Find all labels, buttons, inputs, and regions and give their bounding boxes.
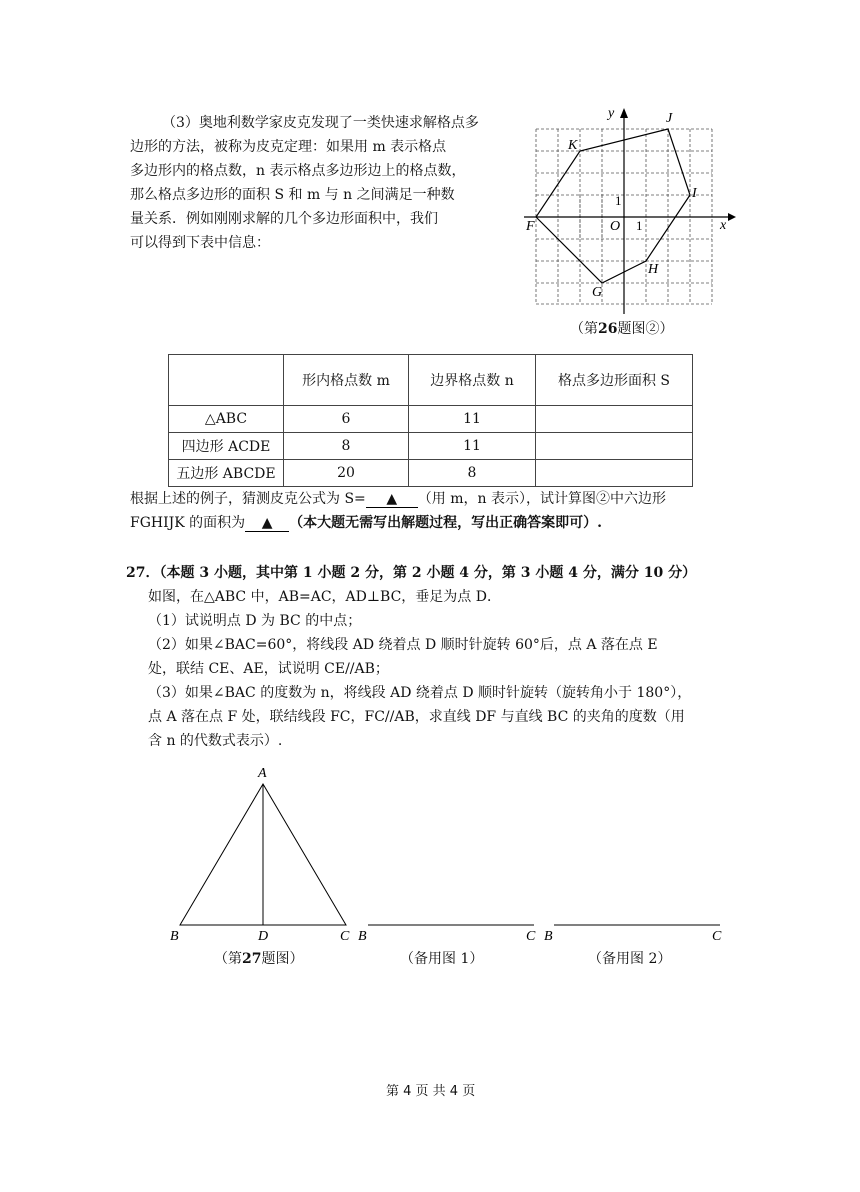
- page-footer: 第 4 页 共 4 页: [386, 1084, 476, 1099]
- figure-27-caption: （第27题图）: [214, 951, 304, 967]
- q27-line-3: （2）如果∠BAC=60°，将线段 AD 绕着点 D 顺时针旋转 60°后，点 A 落在点 E: [148, 637, 658, 653]
- table-header-cell: [169, 355, 284, 406]
- q26-line-3: 多边形内的格点数，n 表示格点多边形边上的格点数，: [130, 163, 466, 179]
- spare-figure-2-caption: （备用图 2）: [588, 951, 672, 967]
- x-axis-label: x: [720, 218, 727, 233]
- unit-x-label: 1: [636, 218, 643, 233]
- q27-line-6: 点 A 落在点 F 处，联结线段 FC，FC//AB，求直线 DF 与直线 BC 的夹角的度数（用: [148, 709, 685, 725]
- figure-27-triangle: [164, 760, 364, 950]
- point-label-a: A: [258, 766, 267, 781]
- q26-line-1: （3）奥地利数学家皮克发现了一类快速求解格点多: [162, 115, 479, 131]
- table-cell: 11: [409, 433, 536, 460]
- vertex-label-h: H: [648, 262, 659, 277]
- vertex-label-k: K: [568, 138, 578, 153]
- point-label-c: C: [712, 929, 722, 944]
- point-label-c: C: [526, 929, 536, 944]
- table-row: [169, 433, 693, 460]
- table-cell: 8: [284, 433, 409, 460]
- q26-line-6: 可以得到下表中信息：: [130, 235, 270, 251]
- answer-blank-formula[interactable]: ▲: [366, 491, 418, 508]
- origin-label: O: [610, 219, 621, 234]
- table-cell: △ABC: [169, 406, 284, 433]
- table-cell: [536, 460, 693, 487]
- y-axis-label: y: [608, 106, 615, 121]
- point-label-c: C: [340, 929, 350, 944]
- table-cell: 五边形 ABCDE: [169, 460, 284, 487]
- figure-26-caption: （第26题图②）: [570, 321, 674, 337]
- table-header-row: [169, 355, 693, 406]
- q27-line-2: （1）试说明点 D 为 BC 的中点；: [148, 613, 362, 629]
- q27-line-7: 含 n 的代数式表示）.: [148, 733, 283, 749]
- hexagon-fghijk: [536, 129, 690, 283]
- y-axis-arrow-icon: [620, 108, 628, 118]
- q26-formula-line: 根据上述的例子，猜测皮克公式为 S= ▲ （用 m，n 表示），试计算图②中六边形: [130, 491, 666, 507]
- figure-26-grid: [520, 104, 740, 314]
- answer-blank-area[interactable]: ▲: [245, 515, 289, 532]
- table-cell: 8: [409, 460, 536, 487]
- spare-figure-1: [354, 910, 544, 944]
- table-cell: 11: [409, 406, 536, 433]
- table-cell: 四边形 ACDE: [169, 433, 284, 460]
- q27-heading: 27．（本题 3 小题，其中第 1 小题 2 分，第 2 小题 4 分，第 3 小题 4 分，满分 10 分）: [126, 565, 697, 581]
- q26-area-line: FGHIJK 的面积为 ▲ （本大题无需写出解题过程，写出正确答案即可）.: [130, 515, 603, 531]
- table-header-cell: 形内格点数 m: [284, 355, 409, 406]
- unit-y-label: 1: [615, 193, 622, 208]
- vertex-label-f: F: [526, 219, 535, 234]
- table-cell: 20: [284, 460, 409, 487]
- q26-line-4: 那么格点多边形的面积 S 和 m 与 n 之间满足一种数: [130, 187, 455, 203]
- q26-line-5: 量关系．例如刚刚求解的几个多边形面积中，我们: [130, 211, 438, 227]
- q27-line-1: 如图，在△ABC 中，AB=AC，AD⊥BC，垂足为点 D．: [148, 589, 501, 605]
- q27-line-4: 处，联结 CE、AE，试说明 CE//AB；: [148, 661, 389, 677]
- vertex-label-i: I: [692, 186, 697, 201]
- point-label-d: D: [258, 929, 269, 944]
- vertex-label-g: G: [592, 285, 603, 300]
- q27-line-5: （3）如果∠BAC 的度数为 n，将线段 AD 绕着点 D 顺时针旋转（旋转角小于 180°），: [148, 685, 692, 701]
- q26-line-2: 边形的方法，被称为皮克定理：如果用 m 表示格点: [130, 139, 447, 155]
- spare-figure-1-caption: （备用图 1）: [400, 951, 484, 967]
- pick-table: [168, 354, 693, 487]
- table-row: [169, 460, 693, 487]
- table-cell: 6: [284, 406, 409, 433]
- point-label-b: B: [170, 929, 179, 944]
- table-cell: [536, 433, 693, 460]
- table-header-cell: 格点多边形面积 S: [536, 355, 693, 406]
- spare-figure-2: [540, 910, 730, 944]
- vertex-label-j: J: [666, 111, 673, 126]
- point-label-b: B: [358, 929, 367, 944]
- x-axis-arrow-icon: [728, 213, 736, 221]
- table-header-cell: 边界格点数 n: [409, 355, 536, 406]
- table-row: [169, 406, 693, 433]
- point-label-b: B: [544, 929, 553, 944]
- table-cell: [536, 406, 693, 433]
